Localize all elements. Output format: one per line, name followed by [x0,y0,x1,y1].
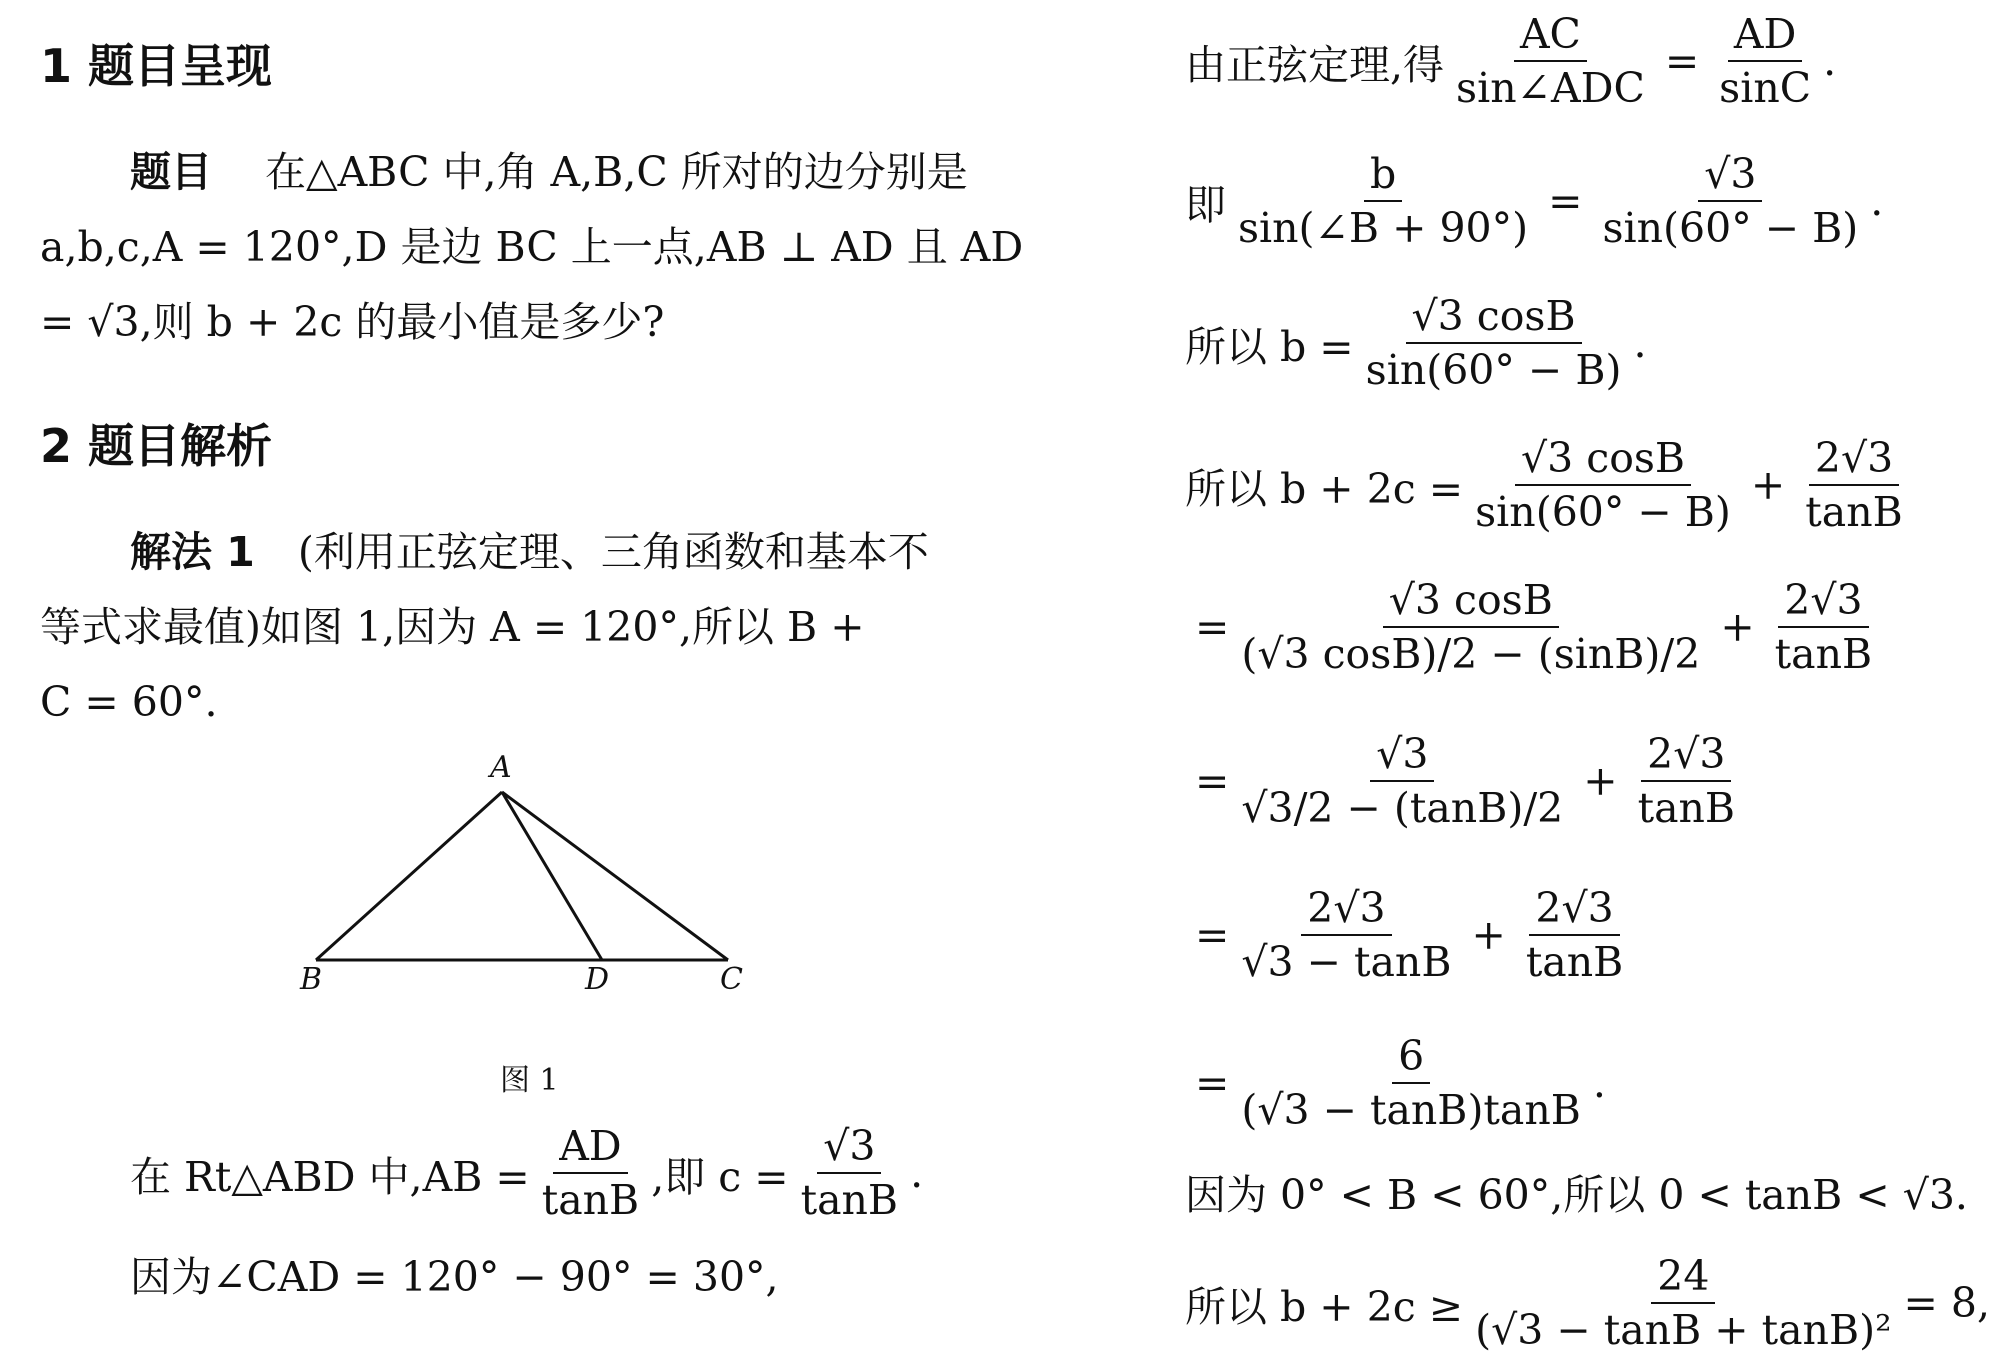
vertex-label-d: D [585,962,610,997]
numerator: 2√3 [1778,574,1868,628]
rt-end: . [910,1149,924,1197]
numerator: √3 [817,1120,881,1174]
segment-ac [502,792,728,960]
solution-line-3: C = 60°. [40,678,218,726]
segment-ad [502,792,602,960]
fraction [1235,882,1457,988]
denominator: tanB [541,1176,640,1224]
eq-row-8 [1195,1030,1606,1136]
denominator: (√3 − tanB)tanB [1241,1086,1581,1134]
section-1-title: 1 题目呈现 [40,39,273,93]
solution-line-1 [130,515,929,590]
numerator: b [1364,148,1402,202]
triangle-figure [290,760,770,1000]
eq-row-3 [1185,290,1647,396]
figure-caption: 图 1 [500,1063,559,1098]
period: . [1870,177,1884,225]
fraction [1360,290,1628,396]
eq-prefix: 由正弦定理,得 [1185,40,1445,89]
period: . [1633,319,1647,367]
segment-ab [316,792,502,960]
eq-row-5 [1195,574,1884,680]
eq-row-1 [1185,8,1836,114]
vertex-label-b: B [300,962,323,997]
numerator: 24 [1651,1250,1715,1304]
denominator: (√3 cosB)/2 − (sinB)/2 [1241,630,1701,678]
fraction [1713,8,1817,114]
fraction [1799,432,1908,538]
problem-line-2: a,b,c,A = 120°,D 是边 BC 上一点,AB ⊥ AD 且 AD [40,223,1024,271]
problem-line-3: = √3,则 b + 2c 的最小值是多少? [40,298,665,346]
fraction [1450,8,1651,114]
cad-angle-line: 因为∠CAD = 120° − 90° = 30°, [130,1253,779,1301]
fraction [1469,432,1737,538]
rt-prefix: 在 Rt△ABD 中,AB = [130,1152,530,1201]
denominator: tanB [1805,488,1903,536]
eq-row-10 [1185,1250,1990,1356]
rt-mid: ,即 c = [651,1152,789,1201]
eq-suffix: = 8, [1903,1279,1990,1327]
plus-sign: + [1471,911,1506,959]
eq-prefix: = [1195,1059,1230,1107]
numerator: 2√3 [1809,432,1899,486]
period: . [1823,37,1837,85]
numerator: AD [553,1120,627,1174]
plus-sign: + [1583,757,1618,805]
eq-prefix: 所以 b = [1185,322,1354,371]
fraction-ad-over-tanb [536,1120,645,1226]
eq-prefix: = [1195,603,1230,651]
solution-label: 解法 1 [130,528,255,576]
denominator: tanB [1637,784,1736,832]
denominator: sin(60° − B) [1475,488,1731,536]
eq-row-2 [1185,148,1883,254]
period: . [1592,1059,1606,1107]
fraction [1632,728,1741,834]
numerator: √3 cosB [1515,432,1691,486]
fraction [1520,882,1629,988]
solution-text-1: (利用正弦定理、三角函数和基本不 [297,528,929,576]
denominator: sin(∠B + 90°) [1238,204,1529,252]
eq-row-4 [1185,432,1915,538]
numerator: √3 [1698,148,1762,202]
eq-row-6 [1195,728,1747,834]
numerator: 2√3 [1529,882,1619,936]
eq-row-9: 因为 0° < B < 60°,所以 0 < tanB < √3. [1185,1171,1968,1219]
eq-prefix: 所以 b + 2c ≥ [1185,1282,1464,1331]
problem-text-1: 在△ABC 中,角 A,B,C 所对的边分别是 [265,148,968,196]
numerator: √3 cosB [1383,574,1559,628]
numerator: 2√3 [1301,882,1391,936]
denominator: tanB [1525,938,1624,986]
numerator: AC [1514,8,1587,62]
numerator: 2√3 [1641,728,1731,782]
problem-line-1 [130,135,968,210]
denominator: √3/2 − (tanB)/2 [1241,784,1564,832]
denominator: sin∠ADC [1456,64,1645,112]
equals-sign: = [1548,177,1583,225]
eq-prefix: 即 [1185,180,1226,229]
equals-sign: = [1664,37,1700,85]
rt-triangle-equation [130,1120,923,1226]
numerator: 6 [1392,1030,1430,1084]
problem-label: 题目 [130,148,212,196]
fraction [1235,728,1569,834]
fraction [1469,1250,1897,1356]
numerator: √3 cosB [1406,290,1582,344]
fraction [1235,574,1706,680]
denominator: tanB [800,1176,899,1224]
fraction [1769,574,1878,680]
eq-prefix: 所以 b + 2c = [1185,464,1464,513]
section-2-title: 2 题目解析 [40,419,273,473]
numerator: √3 [1370,728,1434,782]
denominator: sinC [1719,64,1812,112]
fraction-sqrt3-over-tanb [795,1120,904,1226]
denominator: (√3 − tanB + tanB)² [1475,1306,1892,1354]
vertex-label-c: C [720,962,743,997]
vertex-label-a: A [490,750,512,785]
numerator: AD [1728,8,1802,62]
solution-line-2: 等式求最值)如图 1,因为 A = 120°,所以 B + [40,603,865,651]
denominator: tanB [1774,630,1873,678]
denominator: sin(60° − B) [1365,346,1622,394]
eq-prefix: = [1195,911,1230,959]
denominator: sin(60° − B) [1602,204,1859,252]
denominator: √3 − tanB [1241,938,1452,986]
plus-sign: + [1720,603,1755,651]
eq-row-7 [1195,882,1635,988]
fraction [1596,148,1864,254]
plus-sign: + [1750,461,1786,509]
fraction [1232,148,1534,254]
eq-prefix: = [1195,757,1230,805]
fraction [1235,1030,1587,1136]
